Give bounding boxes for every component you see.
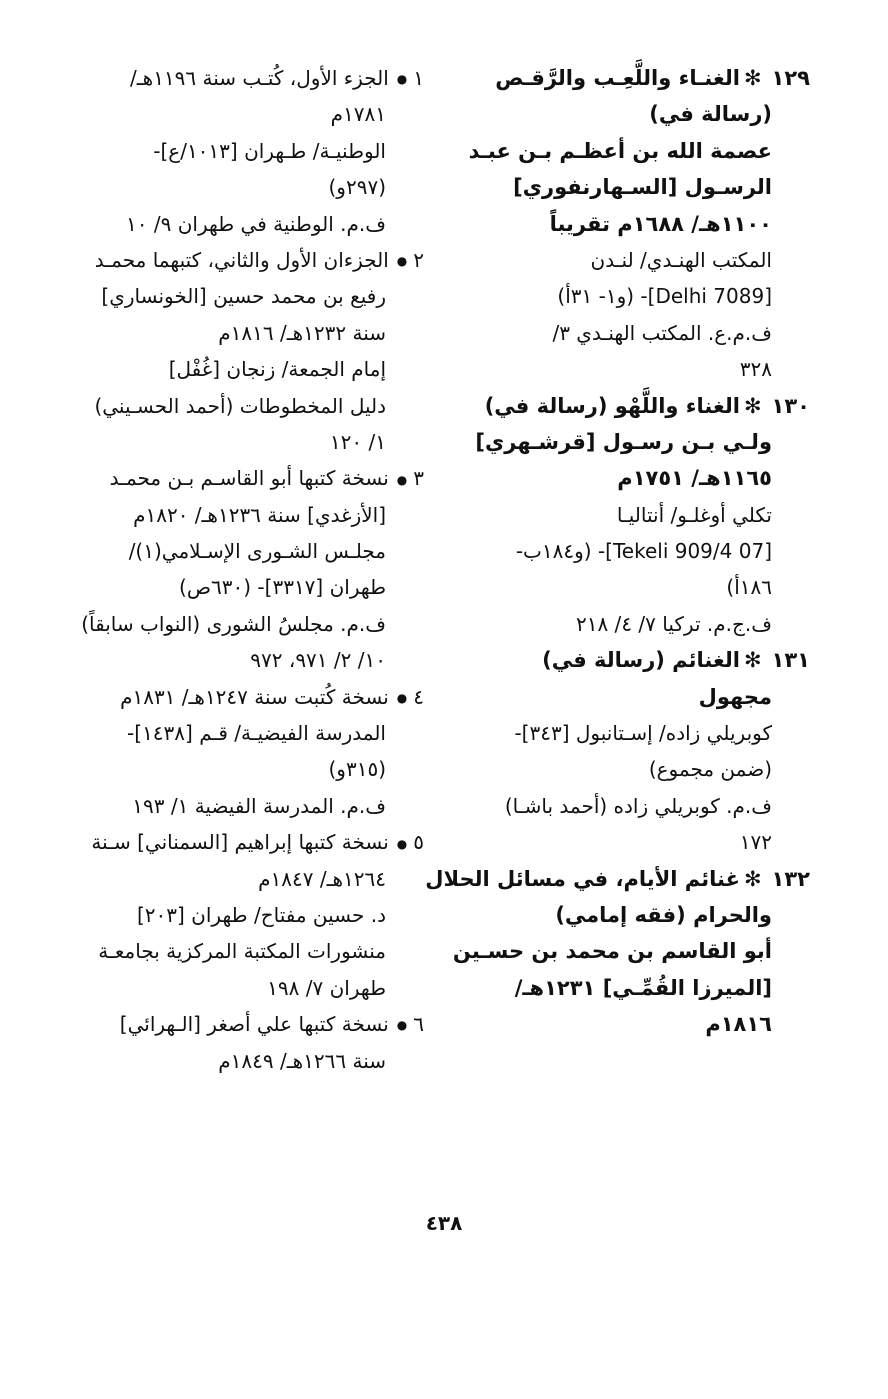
bullet-icon: ● [396,472,408,487]
copy-number: ٢ [413,247,424,272]
manuscript-location: ١٨٦أ) [726,575,772,600]
entry-author: الرسـول [السـهارنفوري] [513,175,772,200]
star-icon: ✻ [743,393,762,418]
copy-description: رفيع بن محمد حسين [الخونساري] [101,284,386,309]
entry-title-line: (رسالة في) [649,102,772,127]
manuscript-location: المكتب الهنـدي/ لنـدن [590,247,772,272]
copy-description [62,460,424,496]
entry-130 [448,388,810,643]
manuscript-location: (ضمن مجموع) [648,757,772,782]
copy-text: نسخة كتبها علي أصغر [الـهرائي] [119,1012,389,1037]
bullet-icon: ● [396,254,408,269]
copy-number: ٤ [413,684,424,709]
copy-text: نسخة كتبها أبو القاسـم بـن محمـد [109,466,389,491]
copy-text: نسخة كتبها إبراهيم [السمناني] سـنة [91,830,389,855]
right-column [425,60,810,1043]
entry-date: ١١٦٥هـ/ ١٧٥١م [617,466,772,491]
entry-title: الغنـاء واللَّعِـب والرَّقـص [495,66,740,90]
star-icon: ✻ [743,66,762,90]
catalog-reference: ٣٢٨ [739,357,772,382]
manuscript-location: [Tekeli 909/4 07]- (و١٨٤ب- [515,539,772,564]
manuscript-copy-2 [62,242,424,460]
copy-text: نسخة كُتبت سنة ١٢٤٧هـ/ ١٨٣١م [120,684,389,709]
entry-title-line [448,60,810,96]
entry-author: أبو القاسم بن محمد بن حسـين [452,939,772,964]
copy-description [62,824,424,860]
entry-author: [الميرزا القُمِّـي] ١٢٣١هـ/ [514,975,772,1000]
copy-description [62,679,424,715]
copy-reference: ف.م. مجلسُ الشورى (النواب سابقاً) [81,611,386,636]
manuscript-copy-1 [62,60,424,242]
copy-description [62,242,424,278]
entry-number: ١٣٢ [771,866,810,891]
entry-number: ١٢٩ [771,66,810,90]
entry-title-line [425,861,810,897]
manuscript-copy-6 [62,1006,424,1079]
copy-description: سنة ١٢٣٢هـ/ ١٨١٦م [218,320,386,345]
entry-author: عصمة الله بن أعظـم بـن عبـد [468,138,772,163]
bullet-icon: ● [396,690,408,705]
copy-location: مجلـس الشـورى الإسـلامي(١)/ [128,539,386,564]
copy-number: ١ [413,66,424,90]
entry-date: ١٨١٦م [705,1012,772,1037]
copy-number: ٥ [413,830,424,855]
catalog-reference: ف.م. كوبريلي زاده (أحمد باشـا) [504,793,772,818]
manuscript-location: تكلي أوغلـو/ أنتاليـا [616,502,772,527]
manuscript-copy-4 [62,679,424,825]
copy-number: ٣ [413,466,424,491]
copy-reference: منشورات المكتبة المركزية بجامعـة [98,939,386,964]
copy-reference: ١٠/ ٢/ ٩٧١، ٩٧٢ [250,648,386,673]
copy-reference: د. حسين مفتاح/ طهران [٢٠٣] [136,902,386,927]
entry-title-line [448,642,810,678]
copy-reference: ف.م. الوطنية في طهران ٩/ ١٠ [126,211,386,236]
entry-129 [448,60,810,388]
copy-description: [الأزغدي] سنة ١٢٣٦هـ/ ١٨٢٠م [133,502,386,527]
copy-location: (٢٩٧و) [328,175,386,200]
copy-reference: دليل المخطوطات (أحمد الحسـيني) [94,393,386,418]
copy-description: ١٧٨١م [330,102,386,127]
manuscript-location: كوبريلي زاده/ إسـتانبول [٣٤٣]- [514,721,772,746]
entry-date: ١١٠٠هـ/ ١٦٨٨م تقريباً [549,211,772,236]
entry-number: ١٣١ [771,648,810,673]
star-icon: ✻ [743,866,762,891]
copy-text: الجزءان الأول والثاني، كتبهما محمـد [94,247,389,272]
entry-title: الغنائم (رسالة في) [542,648,740,673]
copy-description: سنة ١٢٦٦هـ/ ١٨٤٩م [218,1048,386,1073]
star-icon: ✻ [743,648,762,673]
copy-text: الجزء الأول، كُتـب سنة ١١٩٦هـ/ [130,66,389,90]
copy-description [62,1006,424,1042]
manuscript-copy-3 [62,460,424,678]
entry-author: ولـي بـن رسـول [قرشـهري] [475,429,772,454]
copy-description: ١٢٦٤هـ/ ١٨٤٧م [258,866,386,891]
left-column [62,60,424,1079]
page-number: ٤٣٨ [425,1211,463,1235]
bullet-icon: ● [396,1018,408,1033]
entry-title-line: والحرام (فقه إمامي) [555,902,772,927]
catalog-reference: ف.ج.م. تركيا ٧/ ٤/ ٢١٨ [575,611,772,636]
copy-number: ٦ [413,1012,424,1037]
copy-location: (٣١٥و) [328,757,386,782]
catalog-reference: ف.م.ع. المكتب الهنـدي ٣/ [552,320,772,345]
entry-author: مجهول [698,684,772,709]
entry-title-line [448,388,810,424]
catalog-reference: ١٧٢ [739,830,772,855]
copy-location: المدرسة الفيضيـة/ قـم [١٤٣٨]- [127,721,386,746]
bullet-icon: ● [396,836,408,851]
entry-title: غنائم الأيام، في مسائل الحلال [425,866,740,891]
copy-location: إمام الجمعة/ زنجان [غُفْل] [168,357,386,382]
bullet-icon: ● [396,72,408,87]
entry-131 [448,642,810,860]
copy-reference: ف.م. المدرسة الفيضية ١/ ١٩٣ [132,793,386,818]
entry-title: الغناء واللَّهْو (رسالة في) [484,393,740,418]
manuscript-location: [Delhi 7089]- (و١- ٣١أ) [557,284,772,309]
entry-132 [425,861,810,1043]
manuscript-copy-5 [62,824,424,1006]
copy-description [62,60,424,96]
copy-location: الوطنيـة/ طـهران [١٠١٣/ع]- [153,138,386,163]
copy-location: طهران [٣٣١٧]- (٦٣٠ص) [179,575,386,600]
entry-number: ١٣٠ [771,393,810,418]
copy-reference: طهران ٧/ ١٩٨ [267,975,386,1000]
copy-reference: ١/ ١٢٠ [329,429,386,454]
